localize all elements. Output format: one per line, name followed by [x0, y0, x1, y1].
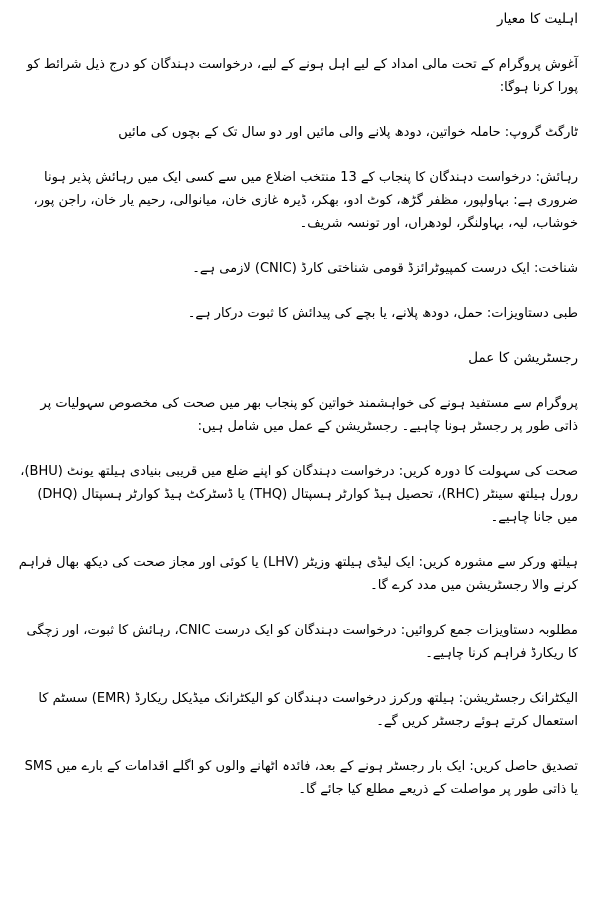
medical-documents-paragraph: طبی دستاویزات: حمل، دودھ پلانے، یا بچے کی پیدائش کا ثبوت درکار ہے۔ [187, 306, 578, 321]
registration-heading: رجسٹریشن کا عمل [468, 350, 578, 366]
identification-paragraph: شناخت: ایک درست کمپیوٹرائزڈ قومی شناختی کارڈ (CNIC) لازمی ہے۔ [192, 261, 578, 276]
intro-paragraph: آغوش پروگرام کے تحت مالی امداد کے لیے اہل ہونے کے لیے، درخواست دہندگان کو درج ذیل شرائط کو پورا کرنا ہوگا: [26, 57, 578, 95]
submit-documents-paragraph: مطلوبہ دستاویزات جمع کروائیں: درخواست دہندگان کو ایک درست CNIC، رہائش کا ثبوت، اور زچگی کا ریکارڈ فراہم کرنا چاہیے۔ [26, 623, 578, 661]
confirmation-paragraph: تصدیق حاصل کریں: ایک بار رجسٹر ہونے کے بعد، فائدہ اٹھانے والوں کو اگلے اقدامات کے بارے میں SMS یا ذاتی طور پر مواصلت کے ذریعے مطلع کیا جائے گا۔ [24, 759, 578, 797]
residence-paragraph: رہائش: درخواست دہندگان کا پنجاب کے 13 منتخب اضلاع میں سے کسی ایک میں رہائش پذیر ہونا ضروری ہے: بہاولپور، مظفر گڑھ، کوٹ ادو، بھکر، ڈیرہ غازی خان، میانوالی، رحیم یار خان، راجن پور، خوشاب، لیہ، بہاولنگر، لودھراں، اور تونسہ شریف۔ [33, 170, 578, 231]
visit-facility-paragraph: صحت کی سہولت کا دورہ کریں: درخواست دہندگان کو اپنے ضلع میں قریبی بنیادی ہیلتھ یونٹ (BHU)، رورل ہیلتھ سینٹر (RHC)، تحصیل ہیڈ کوارٹر ہسپتال (THQ) یا ڈسٹرکٹ ہیڈ کوارٹر ہسپتال (DHQ) میں جانا چاہیے۔ [20, 464, 578, 525]
electronic-registration-paragraph: الیکٹرانک رجسٹریشن: ہیلتھ ورکرز درخواست دہندگان کو الیکٹرانک میڈیکل ریکارڈ (EMR) سسٹم کا استعمال کرتے ہوئے رجسٹر کریں گے۔ [38, 691, 578, 729]
target-group-paragraph: ٹارگٹ گروپ: حاملہ خواتین، دودھ پلانے والی مائیں اور دو سال تک کے بچوں کی مائیں [118, 125, 578, 140]
registration-intro-paragraph: پروگرام سے مستفید ہونے کی خواہشمند خواتین کو پنجاب بھر میں صحت کی مخصوص سہولیات پر ذاتی طور پر رجسٹر ہونا چاہیے۔ رجسٹریشن کے عمل میں شامل ہیں: [40, 396, 578, 434]
eligibility-heading: اہلیت کا معیار [496, 11, 578, 27]
consult-worker-paragraph: ہیلتھ ورکر سے مشورہ کریں: ایک لیڈی ہیلتھ وزیٹر (LHV) یا کوئی اور مجاز صحت کی دیکھ بھال فراہم کرنے والا رجسٹریشن میں مدد کرے گا۔ [18, 555, 578, 593]
